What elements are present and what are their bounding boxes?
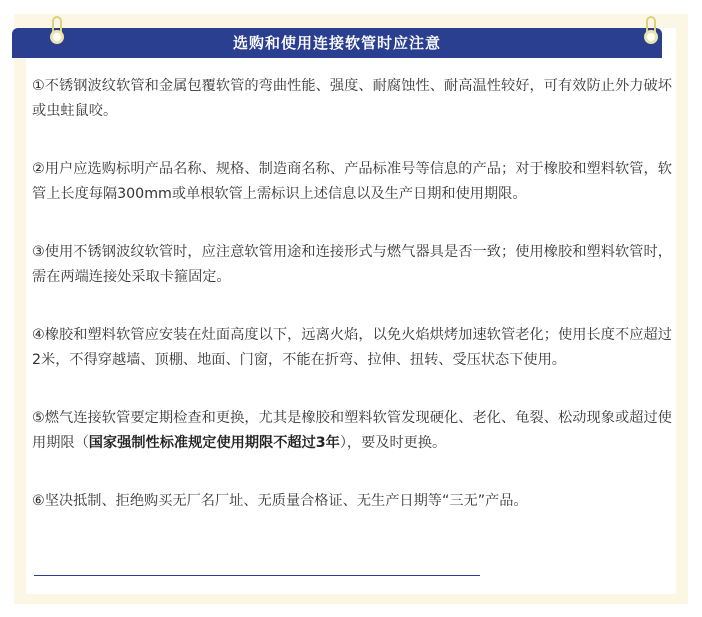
- paragraph-5-emphasis: 国家强制性标准规定使用期限不超过3年: [88, 435, 340, 451]
- right-pin-icon: [644, 30, 658, 44]
- paragraph-6: ⑥坚决抵制、拒绝购买无厂名厂址、无质量合格证、无生产日期等“三无”产品。: [32, 493, 528, 509]
- paragraph-5-lead: ⑤燃气连接软管要定期检查和更换，尤其是橡胶和塑料软管发现硬化、老化、龟裂、松动现象或超过使用期限（: [32, 410, 672, 451]
- paragraph-3: ③使用不锈钢波纹软管时，应注意软管用途和连接形式与燃气器具是否一致；使用橡胶和塑料软管时，需在两端连接处采取卡箍固定。: [32, 244, 672, 285]
- notice-content: [32, 74, 672, 547]
- left-pin-icon: [50, 30, 64, 44]
- paragraph-1: ①不锈钢波纹软管和金属包覆软管的弯曲性能、强度、耐腐蚀性、耐高温性较好，可有效防止外力破坏或虫蛀鼠咬。: [32, 78, 672, 119]
- section-title: 选购和使用连接软管时应注意: [12, 28, 662, 58]
- paragraph-5: [32, 406, 672, 456]
- paragraph-2: ②用户应选购标明产品名称、规格、制造商名称、产品标准号等信息的产品；对于橡胶和塑料软管，软管上长度每隔300mm或单根软管上需标识上述信息以及生产日期和使用期限。: [32, 161, 672, 202]
- paragraph-4: ④橡胶和塑料软管应安装在灶面高度以下，远离火焰，以免火焰烘烤加速软管老化；使用长度不应超过2米，不得穿越墙、顶棚、地面、门窗，不能在折弯、拉伸、扭转、受压状态下使用。: [32, 327, 672, 368]
- paragraph-5-tail: ），要及时更换。: [339, 435, 447, 451]
- bottom-divider: [34, 575, 480, 576]
